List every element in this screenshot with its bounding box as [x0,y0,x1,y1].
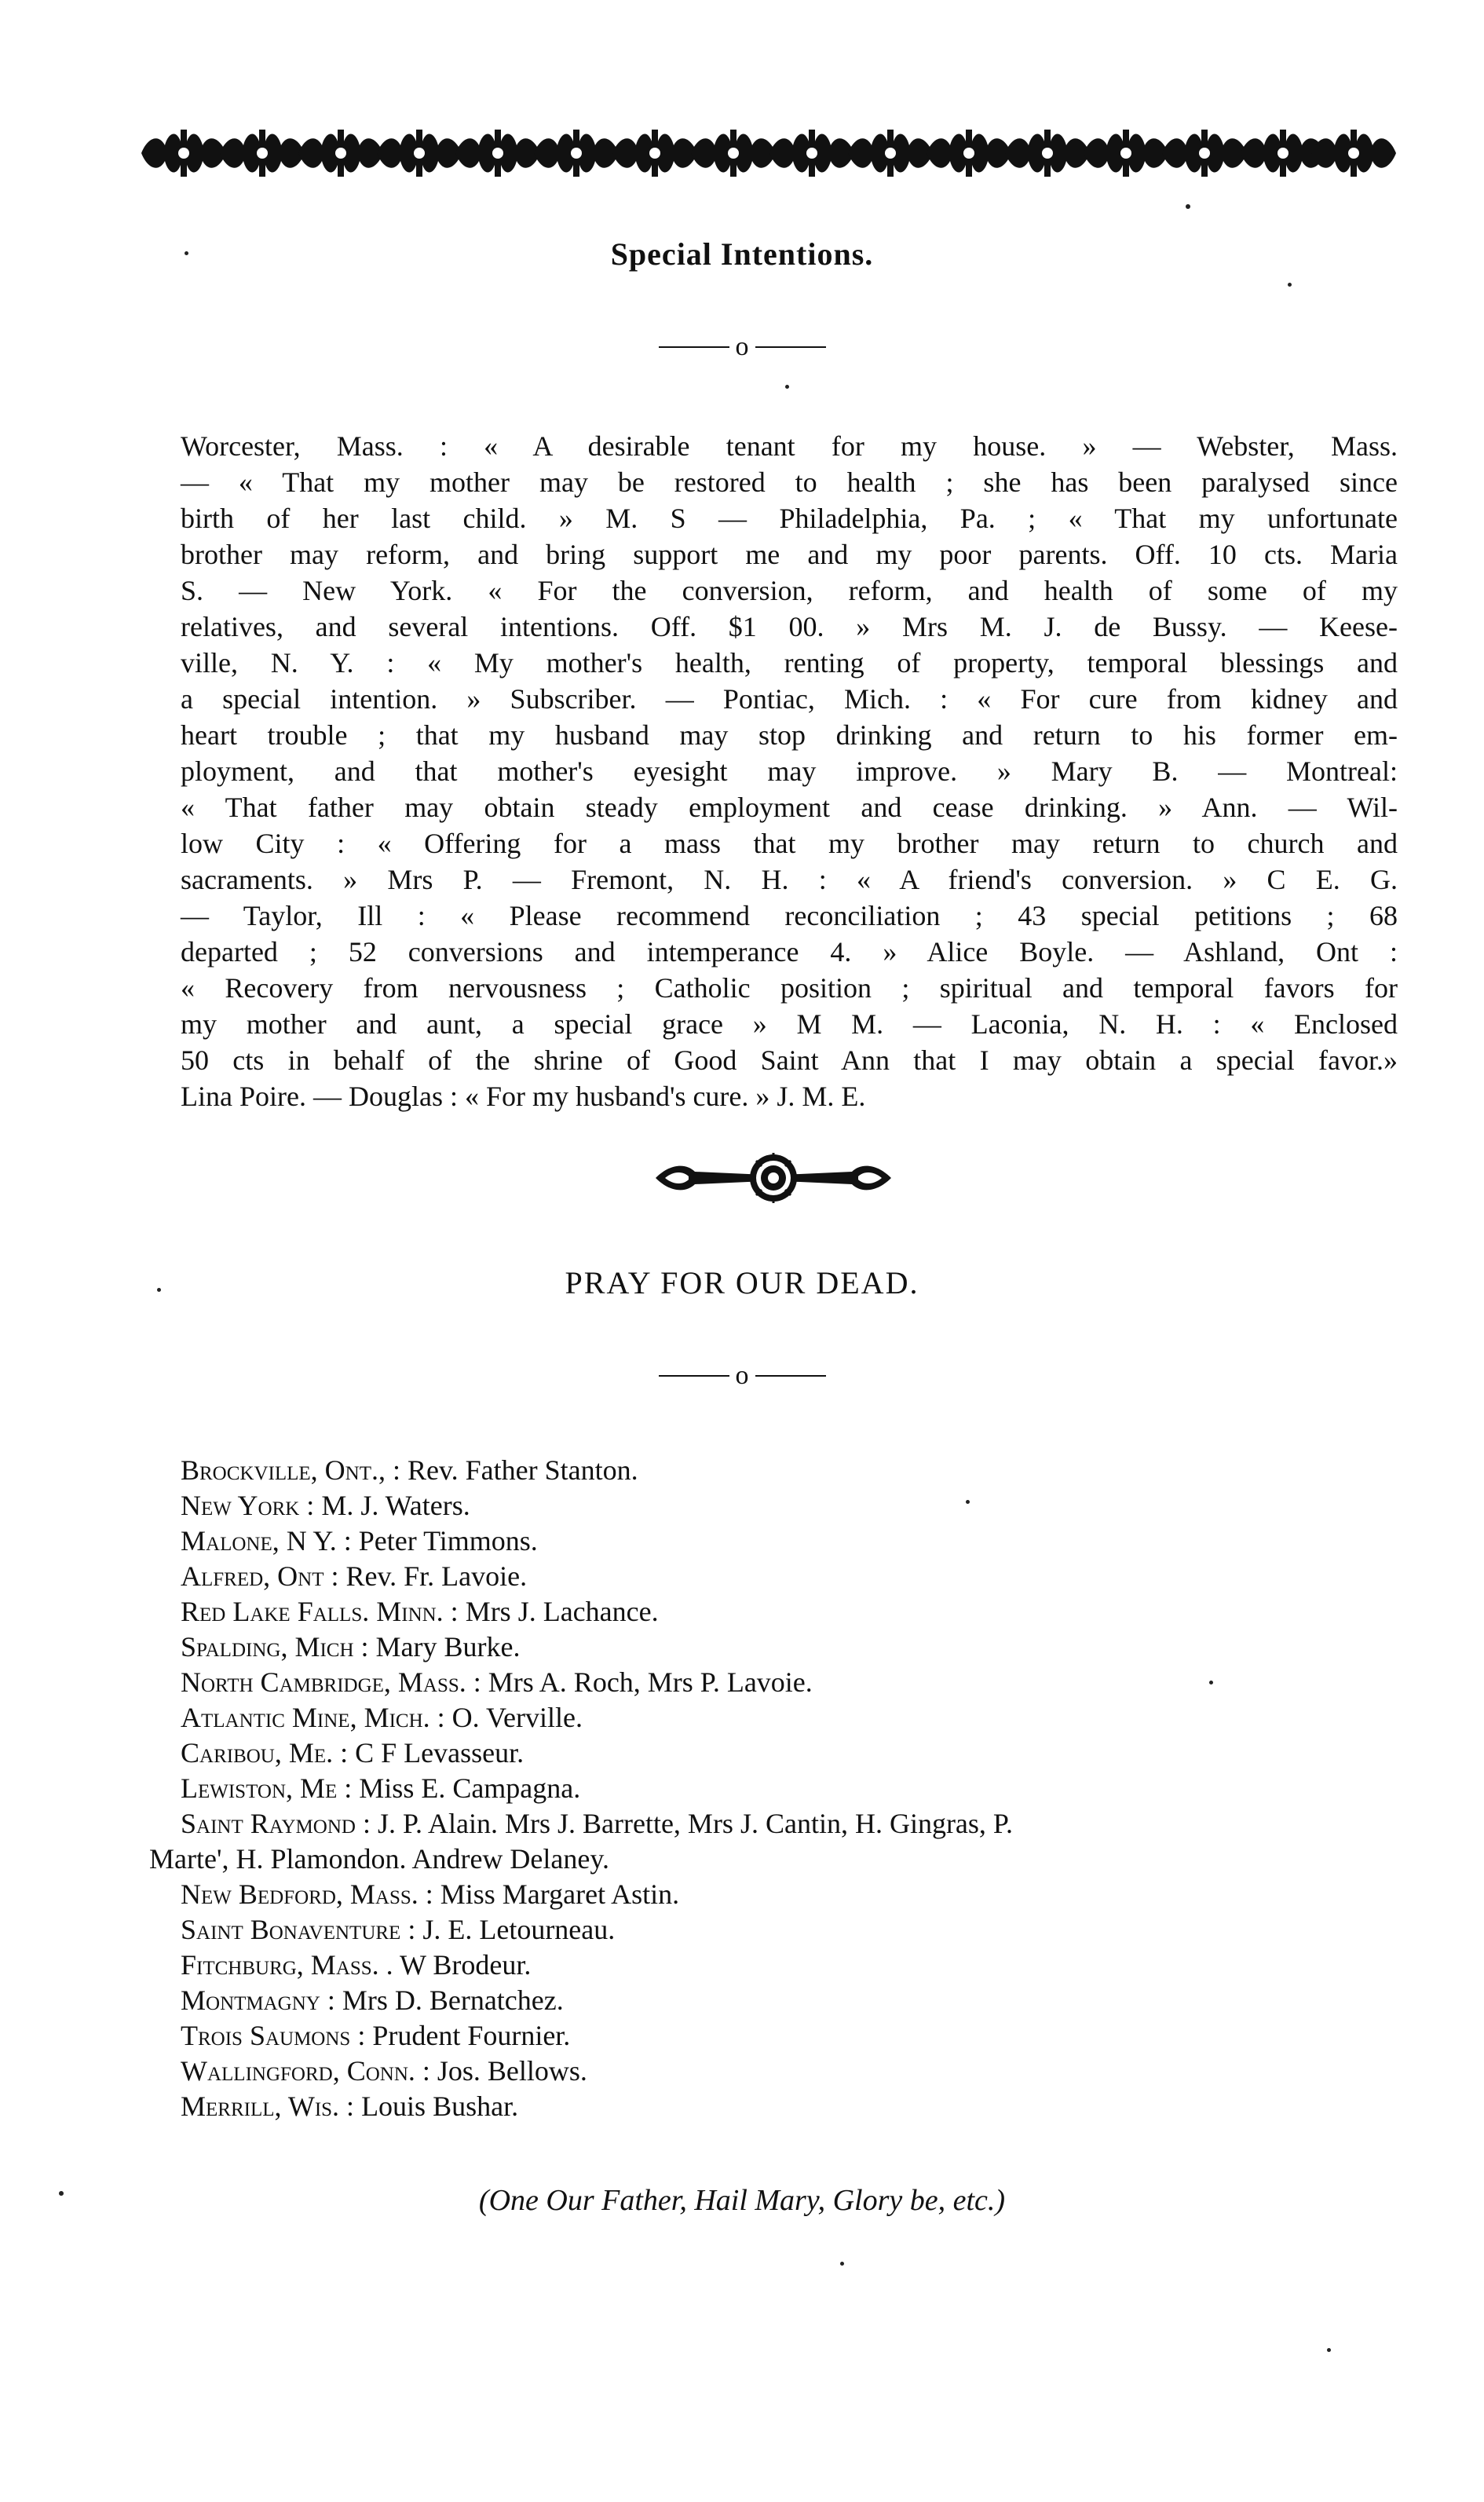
scan-speck [185,251,188,255]
list-item [181,1630,1405,1665]
entry-names: Miss E. Campagna. [359,1772,581,1804]
scan-speck [59,2191,64,2196]
section-divider [0,330,1484,363]
entry-place: Lewiston, Me : [181,1772,353,1804]
entry-place: Alfred, Ont : [181,1560,339,1592]
entry-names: W Brodeur. [400,1949,532,1981]
entry-names: O. Verville. [451,1702,583,1733]
entry-place: Saint Bonaventure : [181,1914,416,1945]
pray-for-dead-title: PRAY FOR OUR DEAD. [565,1265,919,1300]
entry-place: North Cambridge, Mass. : [181,1666,481,1698]
intention-line: ville, N. Y. : « My mother's health, renting of property, temporal blessings and [181,647,1398,679]
intention-line: a special intention. » Subscriber. — Pontiac, Mich. : « For cure from kidney and [181,683,1398,715]
scan-speck [785,385,789,389]
entry-place: Saint Raymond : [181,1808,371,1839]
intention-line: brother may reform, and bring support me and my poor parents. Off. 10 cts. Maria [181,539,1398,570]
entry-names: Marte', H. Plamondon. Andrew Delaney. [149,1843,610,1875]
entry-names: M. J. Waters. [321,1490,470,1521]
intention-line: — « That my mother may be restored to health ; she has been paralysed since [181,466,1398,498]
rosette-ornament-icon [648,1147,899,1209]
entry-place: New Bedford, Mass. : [181,1878,433,1910]
intention-line: 50 cts in behalf of the shrine of Good Saint Ann that I may obtain a special favor.» [181,1044,1398,1076]
scan-speck [1186,204,1190,209]
entry-place: Red Lake Falls. Minn. : [181,1596,459,1627]
intention-line: « Recovery from nervousness ; Catholic position ; spiritual and temporal favors for [181,972,1398,1004]
list-item [181,1700,1405,1736]
list-item [181,1806,1405,1842]
deceased-list [149,1453,1405,2124]
intention-line: relatives, and several intentions. Off. $1 00. » Mrs M. J. de Bussy. — Keese- [181,611,1398,642]
entry-names: Mary Burke. [375,1631,521,1663]
intention-line: birth of her last child. » M. S — Philadelphia, Pa. ; « That my unfortunate [181,503,1398,534]
entry-place: Atlantic Mine, Mich. : [181,1702,445,1733]
intention-line: my mother and aunt, a special grace » M M. — Laconia, N. H. : « Enclosed [181,1008,1398,1040]
intention-line: departed ; 52 conversions and intemperance 4. » Alice Boyle. — Ashland, Ont : [181,936,1398,968]
list-item [181,1453,1405,1488]
entry-place: Malone, N Y. : [181,1525,352,1556]
entry-place: New York : [181,1490,315,1521]
list-item [181,1488,1405,1524]
divider-mark: o [735,332,749,362]
list-item [181,1524,1405,1559]
list-item [181,1912,1405,1948]
entry-names: Jos. Bellows. [437,2055,587,2087]
entry-names: J. E. Letourneau. [422,1914,616,1945]
intentions-paragraph [181,428,1398,1114]
intention-line: sacraments. » Mrs P. — Fremont, N. H. : « A friend's conversion. » C E. G. [181,864,1398,895]
list-item [181,1594,1405,1630]
list-item [181,1877,1405,1912]
entry-place: Brockville, Ont., : [181,1454,400,1486]
entry-names: Prudent Fournier. [372,2020,571,2051]
intention-line: S. — New York. « For the conversion, reform, and health of some of my [181,575,1398,606]
list-item-continuation [149,1842,1405,1877]
entry-place: Caribou, Me. : [181,1737,349,1769]
list-item [181,1736,1405,1771]
entry-names: C F Levasseur. [355,1737,525,1769]
intention-line: low City : « Offering for a mass that my brother may return to church and [181,828,1398,859]
entry-names: Rev. Father Stanton. [408,1454,638,1486]
divider-mark: o [735,1361,749,1391]
list-item [181,1771,1405,1806]
entry-names: Miss Margaret Astin. [440,1878,680,1910]
entry-place: Trois Saumons : [181,2020,366,2051]
scan-speck [1327,2348,1331,2352]
intention-line: Lina Poire. — Douglas : « For my husband's cure. » J. M. E. [181,1081,866,1112]
entry-names: Peter Timmons. [358,1525,538,1556]
entry-place: Merrill, Wis. : [181,2090,355,2122]
fleuron-border-icon [141,118,1398,188]
entry-place: Spalding, Mich : [181,1631,369,1663]
list-item [181,2089,1405,2124]
entry-names: Mrs J. Lachance. [465,1596,659,1627]
scan-speck [157,1288,161,1292]
list-item [181,1559,1405,1594]
entry-names: Louis Bushar. [361,2090,519,2122]
entry-place: Montmagny : [181,1984,335,2016]
list-item [181,1948,1405,1983]
list-item [181,2018,1405,2054]
entry-names: J. P. Alain. Mrs J. Barrette, Mrs J. Cantin, H. Gingras, P. [377,1808,1013,1839]
list-item [181,2054,1405,2089]
scan-speck [966,1500,970,1504]
list-item [181,1983,1405,2018]
scan-speck [840,2262,844,2266]
intention-line: « That father may obtain steady employment and cease drinking. » Ann. — Wil- [181,792,1398,823]
entry-names: Rev. Fr. Lavoie. [345,1560,528,1592]
prayer-note: (One Our Father, Hail Mary, Glory be, etc.) [478,2184,1006,2217]
intention-line: heart trouble ; that my husband may stop drinking and return to his former em- [181,719,1398,751]
scan-speck [1288,283,1292,287]
special-intentions-title: Special Intentions. [610,236,874,272]
intention-line: Worcester, Mass. : « A desirable tenant for my house. » — Webster, Mass. [181,430,1398,462]
intention-line: — Taylor, Ill : « Please recommend reconciliation ; 43 special petitions ; 68 [181,900,1398,931]
intention-line: ployment, and that mother's eyesight may improve. » Mary B. — Montreal: [181,755,1398,787]
entry-place: Wallingford, Conn. : [181,2055,430,2087]
entry-names: Mrs A. Roch, Mrs P. Lavoie. [488,1666,813,1698]
section-divider [0,1359,1484,1392]
scan-speck [1209,1681,1213,1684]
entry-place: Fitchburg, Mass. . [181,1949,393,1981]
entry-names: Mrs D. Bernatchez. [342,1984,564,2016]
list-item [181,1665,1405,1700]
